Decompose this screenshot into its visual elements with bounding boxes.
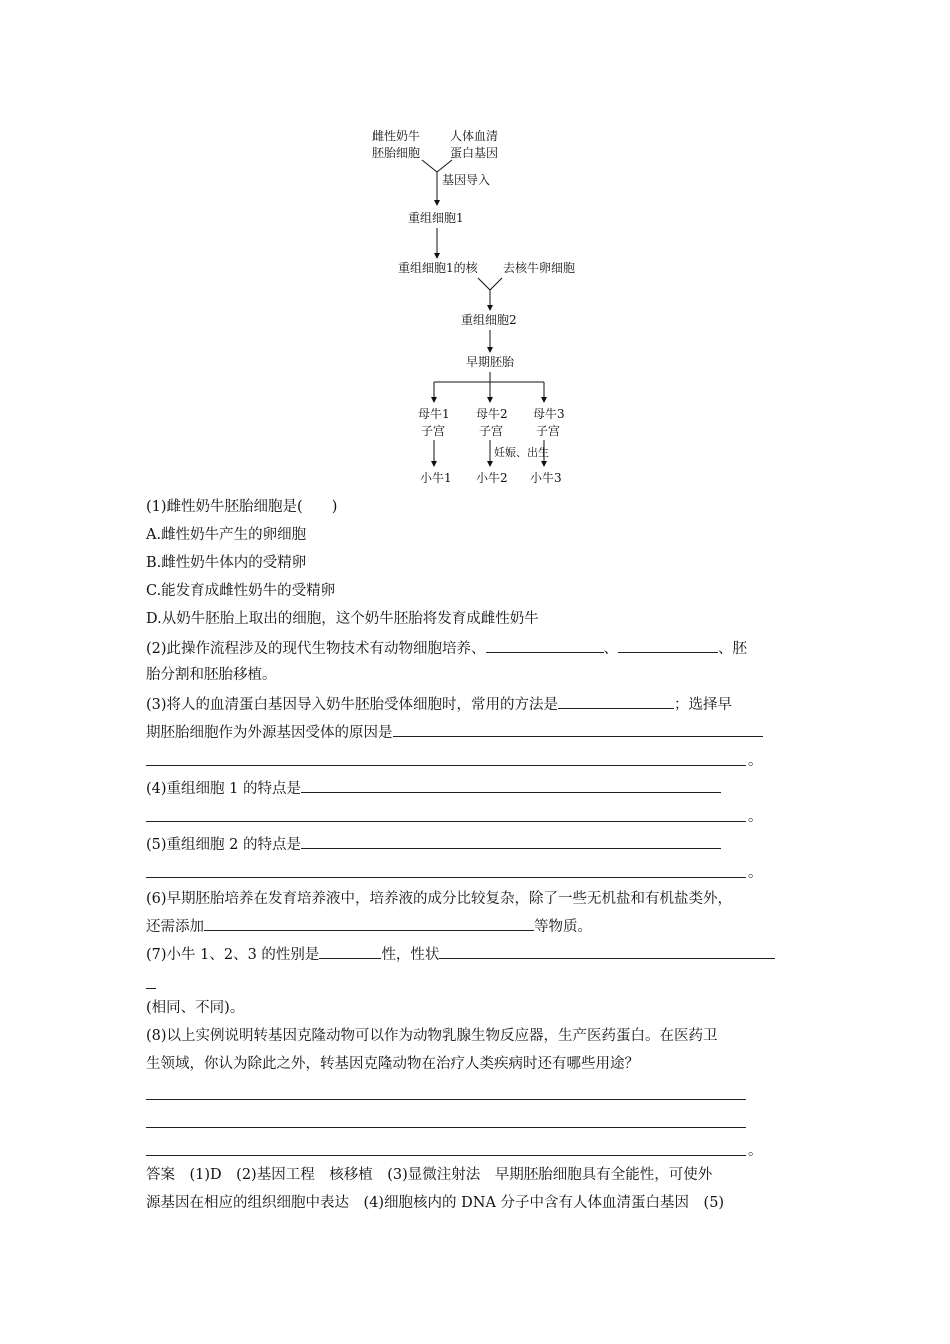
cow-3-label: 母牛3: [533, 407, 565, 421]
cow-1-uterus: 子宫: [421, 424, 446, 438]
source-cell-label-2: 胚胎细胞: [372, 146, 421, 160]
question-6-line-2: [146, 916, 592, 936]
q7-text-a: (7)小牛 1、2、3 的性别是: [146, 947, 320, 963]
flow-diagram: [330, 120, 630, 495]
question-2-line-2: 胎分割和胚胎移植。: [146, 667, 277, 683]
calf-3-label: 小牛3: [530, 471, 562, 485]
q7-text-b: 性，性状: [381, 947, 440, 963]
cow-3-uterus: 子宫: [536, 424, 561, 438]
option-c: C.能发育成雌性奶牛的受精卵: [146, 583, 336, 599]
calf-1-label: 小牛1: [420, 471, 452, 485]
calf-2-label: 小牛2: [476, 471, 508, 485]
q7-blank-trait[interactable]: [439, 944, 775, 959]
gene-label-1: 人体血清: [450, 129, 499, 143]
q7-blank-sex[interactable]: [319, 944, 381, 959]
question-7-line-3: (相同、不同)。: [146, 1000, 245, 1016]
source-cell-label-1: 雌性奶牛: [372, 129, 421, 143]
q4-period: 。: [748, 809, 763, 825]
q5-period: 。: [748, 865, 763, 881]
early-embryo-label: 早期胚胎: [466, 355, 515, 369]
q8-blank-3[interactable]: [146, 1155, 746, 1156]
question-2-line-1: [146, 638, 747, 658]
step-gene-import: 基因导入: [442, 173, 491, 187]
option-b: B.雌性奶牛体内的受精卵: [146, 555, 307, 571]
q2-text-c: 、胚: [718, 641, 748, 657]
option-a: A.雌性奶牛产生的卵细胞: [146, 527, 307, 543]
q7-blank-trait-cont[interactable]: [146, 988, 156, 989]
q2-text-b: 、: [603, 641, 619, 657]
q4-blank-cont[interactable]: [146, 821, 746, 822]
question-4: [146, 778, 721, 798]
q5-blank-cont[interactable]: [146, 877, 746, 878]
q6-text-b: 还需添加: [146, 919, 204, 935]
q2-blank-1[interactable]: [486, 638, 604, 653]
q3-blank-reason-cont[interactable]: [146, 765, 746, 766]
recombinant-cell-2: 重组细胞2: [461, 313, 517, 327]
question-8-line-2: 生领域，你认为除此之外，转基因克隆动物在治疗人类疾病时还有哪些用途？: [146, 1056, 639, 1072]
q6-text-c: 等物质。: [534, 919, 592, 935]
q6-blank[interactable]: [204, 916, 534, 931]
merge-connector-2: [478, 278, 502, 310]
question-3-line-1: [146, 694, 732, 714]
answer-line-2: 源基因在相应的组织细胞中表达 (4)细胞核内的 DNA 分子中含有人体血清蛋白基因 (5): [146, 1195, 725, 1211]
q4-text: (4)重组细胞 1 的特点是: [146, 781, 301, 797]
q8-blank-1[interactable]: [146, 1099, 746, 1100]
q3-period: 。: [748, 753, 763, 769]
q2-blank-2[interactable]: [618, 638, 718, 653]
branch-connector: [434, 372, 544, 382]
q8-blank-2[interactable]: [146, 1127, 746, 1128]
question-6-line-1: (6)早期胚胎培养在发育培养液中，培养液的成分比较复杂，除了一些无机盐和有机盐类外，: [146, 891, 733, 907]
q5-text: (5)重组细胞 2 的特点是: [146, 837, 301, 853]
q4-blank[interactable]: [301, 778, 721, 793]
q3-text-b: ；选择早: [674, 697, 733, 713]
question-3-line-2: [146, 722, 763, 742]
q3-text-c: 期胚胎细胞作为外源基因受体的原因是: [146, 725, 393, 741]
option-d: D.从奶牛胚胎上取出的细胞，这个奶牛胚胎将发育成雌性奶牛: [146, 611, 539, 627]
q3-blank-method[interactable]: [558, 694, 674, 709]
question-7-line-1: [146, 944, 775, 964]
q5-blank[interactable]: [301, 834, 721, 849]
question-1: (1)雌性奶牛胚胎细胞是( ): [146, 499, 338, 515]
recombinant-cell-1: 重组细胞1: [408, 211, 464, 225]
q3-text-a: (3)将人的血清蛋白基因导入奶牛胚胎受体细胞时，常用的方法是: [146, 697, 559, 713]
cow-2-label: 母牛2: [476, 407, 508, 421]
pregnancy-label: 妊娠、出生: [494, 446, 549, 459]
q2-text-a: (2)此操作流程涉及的现代生物技术有动物细胞培养、: [146, 641, 486, 657]
cow-2-uterus: 子宫: [479, 424, 504, 438]
q3-blank-reason[interactable]: [393, 722, 763, 737]
answer-line-1: 答案 (1)D (2)基因工程 核移植 (3)显微注射法 早期胚胎细胞具有全能性，可使外: [146, 1167, 713, 1183]
question-8-line-1: (8)以上实例说明转基因克隆动物可以作为动物乳腺生物反应器，生产医药蛋白。在医药卫: [146, 1028, 718, 1044]
cow-1-label: 母牛1: [418, 407, 450, 421]
enucleated-egg-label: 去核牛卵细胞: [503, 261, 576, 275]
nucleus-label: 重组细胞1的核: [398, 261, 478, 275]
question-5: [146, 834, 721, 854]
q8-period: 。: [748, 1143, 763, 1159]
gene-label-2: 蛋白基因: [450, 146, 499, 160]
